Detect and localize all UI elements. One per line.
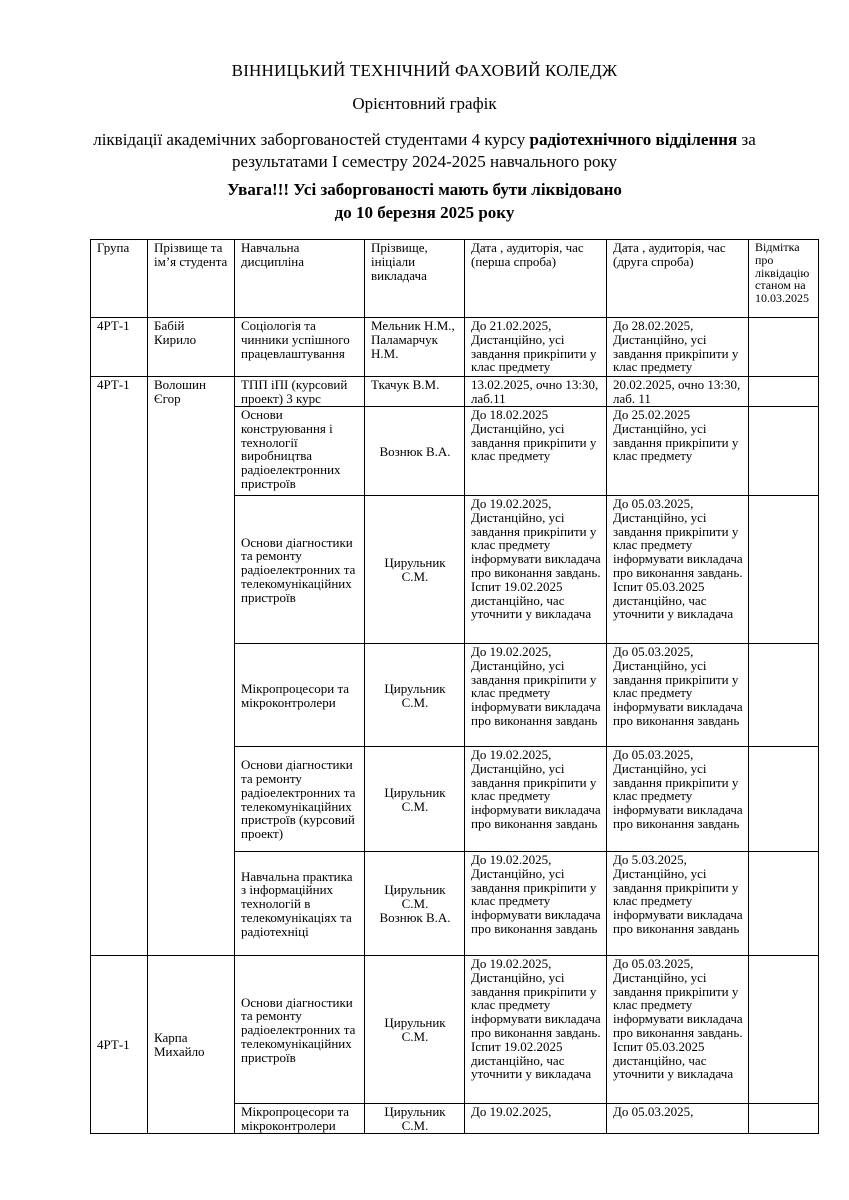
header-mark: Відмітка про ліквідацію станом на 10.03.2025 xyxy=(749,240,819,318)
header-discipline: Навчальна дисципліна xyxy=(235,240,365,318)
student-name-cell: Волошин Єгор xyxy=(148,377,235,956)
table-row xyxy=(91,377,819,407)
second-try-cell: До 05.03.2025, Дистанційно, усі завдання прикріпити у клас предмету інформувати викладача про виконання завдань xyxy=(607,644,749,747)
header-group: Група xyxy=(91,240,148,318)
mark-cell xyxy=(749,318,819,377)
first-try-cell: До 21.02.2025, Дистанційно, усі завдання прикріпити у клас предмету xyxy=(465,318,607,377)
header-student: Прізвище та ім’я студента xyxy=(148,240,235,318)
second-try-cell: До 05.03.2025, xyxy=(607,1104,749,1134)
discipline-cell: ТПП іПІ (курсовий проект) 3 курс xyxy=(235,377,365,407)
discipline-cell: Основи діагностики та ремонту радіоелектронних та телекомунікаційних пристроїв xyxy=(235,496,365,644)
first-try-cell: До 18.02.2025 Дистанційно, усі завдання прикріпити у клас предмету xyxy=(465,407,607,496)
teacher-cell: Ткачук В.М. xyxy=(365,377,465,407)
second-try-cell: До 05.03.2025, Дистанційно, усі завдання прикріпити у клас предмету інформувати викладача про виконання завдань. Іспит 05.03.2025 дистанційно, час уточнити у викладача xyxy=(607,496,749,644)
second-try-cell: До 25.02.2025 Дистанційно, усі завдання прикріпити у клас предмету xyxy=(607,407,749,496)
teacher-cell: Цирульник С.М. xyxy=(365,956,465,1104)
mark-cell xyxy=(749,644,819,747)
first-try-cell: До 19.02.2025, Дистанційно, усі завдання прикріпити у клас предмету інформувати викладача про виконання завдань. Іспит 19.02.2025 дистанційно, час уточнити у викладача xyxy=(465,496,607,644)
warning-line2: до 10 березня 2025 року xyxy=(334,203,515,222)
mark-cell xyxy=(749,1104,819,1134)
teacher-cell: Мельник Н.М., Паламарчук Н.М. xyxy=(365,318,465,377)
table-row xyxy=(91,318,819,377)
header-first-try: Дата , аудиторія, час (перша спроба) xyxy=(465,240,607,318)
second-try-cell: До 5.03.2025, Дистанційно, усі завдання прикріпити у клас предмету інформувати викладача про виконання завдань xyxy=(607,852,749,956)
first-try-cell: До 19.02.2025, Дистанційно, усі завдання прикріпити у клас предмету інформувати викладача про виконання завдань xyxy=(465,852,607,956)
first-try-cell: До 19.02.2025, Дистанційно, усі завдання прикріпити у клас предмету інформувати викладача про виконання завдань. Іспит 19.02.2025 дистанційно, час уточнити у викладача xyxy=(465,956,607,1104)
header-second-try: Дата , аудиторія, час (друга спроба) xyxy=(607,240,749,318)
subtitle-pre: ліквідації академічних заборгованостей студентами 4 курсу xyxy=(93,130,530,149)
first-try-cell: До 19.02.2025, Дистанційно, усі завдання прикріпити у клас предмету інформувати викладача про виконання завдань xyxy=(465,747,607,852)
subtitle-post: за xyxy=(737,130,756,149)
group-cell: 4РТ-1 xyxy=(91,956,148,1134)
second-try-cell: До 28.02.2025, Дистанційно, усі завдання прикріпити у клас предмету xyxy=(607,318,749,377)
group-cell: 4РТ-1 xyxy=(91,377,148,956)
mark-cell xyxy=(749,407,819,496)
table-header-row xyxy=(91,240,819,318)
college-name: ВІННИЦЬКИЙ ТЕХНІЧНИЙ ФАХОВИЙ КОЛЕДЖ xyxy=(231,61,618,80)
mark-cell xyxy=(749,956,819,1104)
mark-cell xyxy=(749,747,819,852)
discipline-cell: Мікропроцесори та мікроконтролери xyxy=(235,1104,365,1134)
student-name-cell: Бабій Кирило xyxy=(148,318,235,377)
schedule-table xyxy=(90,239,819,1134)
warning-line1: Увага!!! Усі заборгованості мають бути ліквідовано xyxy=(227,180,622,199)
teacher-cell: Цирульник С.М. xyxy=(365,1104,465,1134)
header-teacher: Прізвище, ініціали викладача xyxy=(365,240,465,318)
document-title: Орієнтовний графік xyxy=(352,94,497,113)
group-cell: 4РТ-1 xyxy=(91,318,148,377)
teacher-cell: Цирульник С.М. xyxy=(365,747,465,852)
discipline-cell: Основи діагностики та ремонту радіоелектронних та телекомунікаційних пристроїв xyxy=(235,956,365,1104)
discipline-cell: Мікропроцесори та мікроконтролери xyxy=(235,644,365,747)
second-try-cell: До 05.03.2025, Дистанційно, усі завдання прикріпити у клас предмету інформувати викладача про виконання завдань. Іспит 05.03.2025 дистанційно, час уточнити у викладача xyxy=(607,956,749,1104)
discipline-cell: Основи конструювання і технології виробництва радіоелектронних пристроїв xyxy=(235,407,365,496)
table-row xyxy=(91,956,819,1104)
second-try-cell: 20.02.2025, очно 13:30, лаб. 11 xyxy=(607,377,749,407)
teacher-cell: Цирульник С.М. xyxy=(365,644,465,747)
second-try-cell: До 05.03.2025, Дистанційно, усі завдання прикріпити у клас предмету інформувати викладача про виконання завдань xyxy=(607,747,749,852)
teacher-cell: Цирульник С.М. Вознюк В.А. xyxy=(365,852,465,956)
discipline-cell: Навчальна практика з інформаційних технологій в телекомунікаціях та радіотехніці xyxy=(235,852,365,956)
mark-cell xyxy=(749,496,819,644)
first-try-cell: До 19.02.2025, xyxy=(465,1104,607,1134)
teacher-cell: Цирульник С.М. xyxy=(365,496,465,644)
document-subtitle-line2: результатами I семестру 2024-2025 навчального року xyxy=(232,152,617,171)
mark-cell xyxy=(749,377,819,407)
first-try-cell: До 19.02.2025, Дистанційно, усі завдання прикріпити у клас предмету інформувати викладача про виконання завдань xyxy=(465,644,607,747)
mark-cell xyxy=(749,852,819,956)
document-subtitle-line1 xyxy=(0,130,849,150)
discipline-cell: Соціологія та чинники успішного працевлаштування xyxy=(235,318,365,377)
student-name-cell: Карпа Михайло xyxy=(148,956,235,1134)
first-try-cell: 13.02.2025, очно 13:30, лаб.11 xyxy=(465,377,607,407)
subtitle-department: радіотехнічного відділення xyxy=(529,130,738,149)
discipline-cell: Основи діагностики та ремонту радіоелектронних та телекомунікаційних пристроїв (курсовий проект) xyxy=(235,747,365,852)
teacher-cell: Вознюк В.А. xyxy=(365,407,465,496)
